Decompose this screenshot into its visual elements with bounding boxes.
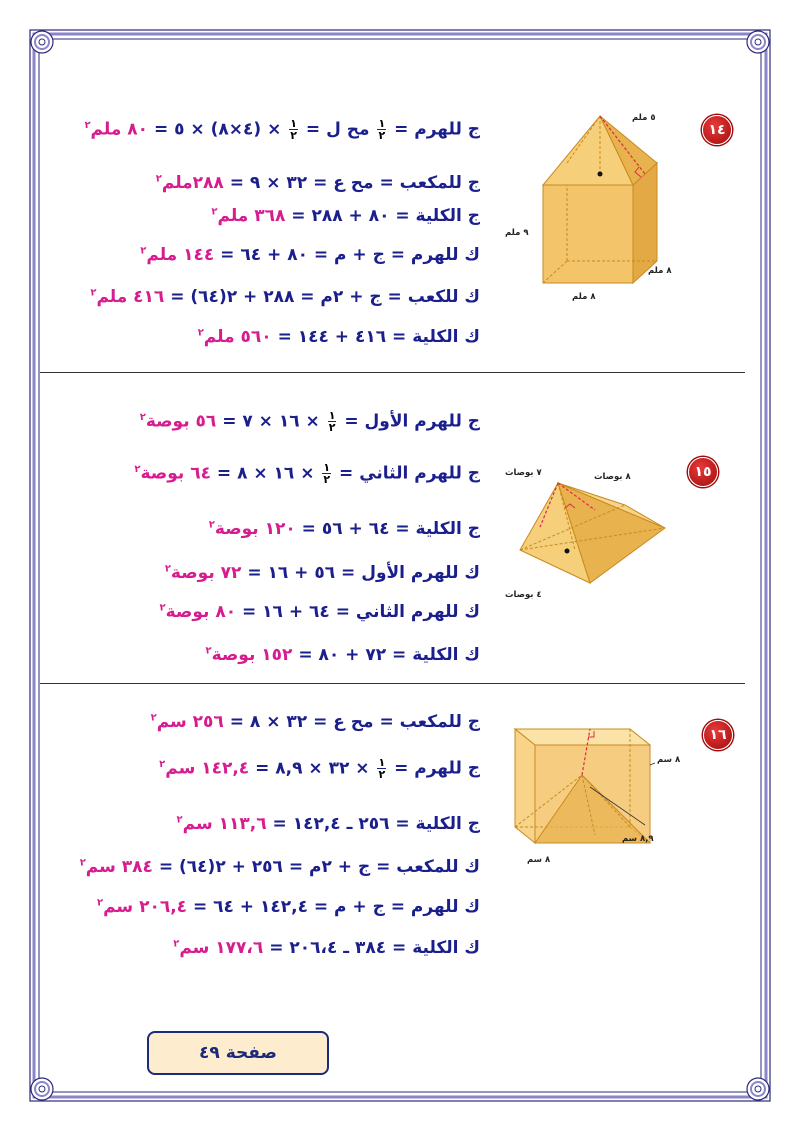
label-side-8cm: ٨ سم xyxy=(657,755,681,765)
problem-number-badge-14: ١٤ xyxy=(702,115,732,145)
solution-line: ك للمكعب = ج + ٢م = ٢٥٦ + ٢(٦٤) = ٣٨٤ سم$^٢$ xyxy=(79,857,480,877)
corner-ornament-bottom-left xyxy=(31,1078,53,1100)
fraction-half: $\frac{١}{٢}$ xyxy=(378,117,386,142)
label-4-inches: ٤ بوصات xyxy=(505,590,542,600)
problem-number-badge-15: ١٥ xyxy=(688,457,718,487)
solution-line: ك للهرم الأول = ٥٦ + ١٦ = ٧٢ بوصة$^٢$ xyxy=(164,563,480,583)
solution-line: ك الكلية = ٧٢ + ٨٠ = ١٥٢ بوصة$^٢$ xyxy=(205,645,480,665)
solution-line: ج الكلية = ٨٠ + ٢٨٨ = ٣٦٨ ملم$^٢$ xyxy=(211,206,480,226)
label-slant-8-9cm: ٨,٩ سم xyxy=(622,834,654,844)
fraction-half: $\frac{١}{٢}$ xyxy=(378,756,386,781)
solution-line: ج للهرم الأول = $\frac{١}{٢}$ × ١٦ × ٧ = ٥٦ بوصة$^٢$ xyxy=(139,409,480,434)
label-7-inches: ٧ بوصات xyxy=(505,468,542,478)
solution-line: ك للهرم = ج + م = ٨٠ + ٦٤ = ١٤٤ ملم$^٢$ xyxy=(140,245,480,265)
solution-line: ج للهرم الثاني = $\frac{١}{٢}$ × ١٦ × ٨ = ٦٤ بوصة$^٢$ xyxy=(134,461,480,486)
label-height-9mm: ٩ ملم xyxy=(505,228,529,238)
solution-line: ج الكلية = ٢٥٦ ـ ١٤٢,٤ = ١١٣,٦ سم$^٢$ xyxy=(176,814,480,834)
label-bottom-8cm: ٨ سم xyxy=(527,855,551,865)
problem-number-badge-16: ١٦ xyxy=(703,720,733,750)
section-divider xyxy=(40,372,745,373)
corner-ornament-bottom-right xyxy=(747,1078,769,1100)
solution-line: ج للمكعب = مح ع = ٣٢ × ٩ = ٢٨٨ملم$^٢$ xyxy=(155,173,480,193)
solution-line: ج للهرم = $\frac{١}{٢}$ × ٣٢ × ٨,٩ = ١٤٢,٤ سم$^٢$ xyxy=(159,756,480,781)
solution-line: ج الكلية = ٦٤ + ٥٦ = ١٢٠ بوصة$^٢$ xyxy=(208,519,480,539)
corner-ornament-top-right xyxy=(747,31,769,53)
corner-ornament-top-left xyxy=(31,31,53,53)
figure-double-pyramid xyxy=(515,475,675,590)
label-width-8mm: ٨ ملم xyxy=(572,292,596,302)
fraction-half: $\frac{١}{٢}$ xyxy=(328,409,336,434)
page-number-label: صفحة ٤٩ xyxy=(199,1043,277,1063)
solution-line: ج للهرم = $\frac{١}{٢}$ مح ل = $\frac{١}{٢}$ × (٤×٨) × ٥ = ٨٠ ملم$^٢$ xyxy=(84,117,480,142)
label-depth-8mm: ٨ ملم xyxy=(648,266,672,276)
page-number-box xyxy=(147,1031,329,1075)
fraction-half: $\frac{١}{٢}$ xyxy=(290,117,297,142)
label-8-inches: ٨ بوصات xyxy=(594,472,631,482)
label-slant-5mm: ٥ ملم xyxy=(632,113,656,123)
figure-cube-with-pyramid xyxy=(535,112,665,292)
solution-line: ك للهرم الثاني = ٦٤ + ١٦ = ٨٠ بوصة$^٢$ xyxy=(159,602,480,622)
solution-line: ك الكلية = ٤١٦ + ١٤٤ = ٥٦٠ ملم$^٢$ xyxy=(197,327,480,347)
fraction-half: $\frac{١}{٢}$ xyxy=(323,461,331,486)
solution-line: ك للهرم = ج + م = ١٤٢,٤ + ٦٤ = ٢٠٦,٤ سم$^٢$ xyxy=(96,897,480,917)
solution-line: ك الكلية = ٣٨٤ ـ ٢٠٦،٤ = ١٧٧،٦ سم$^٢$ xyxy=(173,938,480,958)
solution-line: ك للكعب = ج + ٢م = ٢٨٨ + ٢(٦٤) = ٤١٦ ملم$^٢$ xyxy=(90,287,480,307)
solution-line: ج للمكعب = مح ع = ٣٢ × ٨ = ٢٥٦ سم$^٢$ xyxy=(150,712,480,732)
section-divider xyxy=(40,683,745,684)
